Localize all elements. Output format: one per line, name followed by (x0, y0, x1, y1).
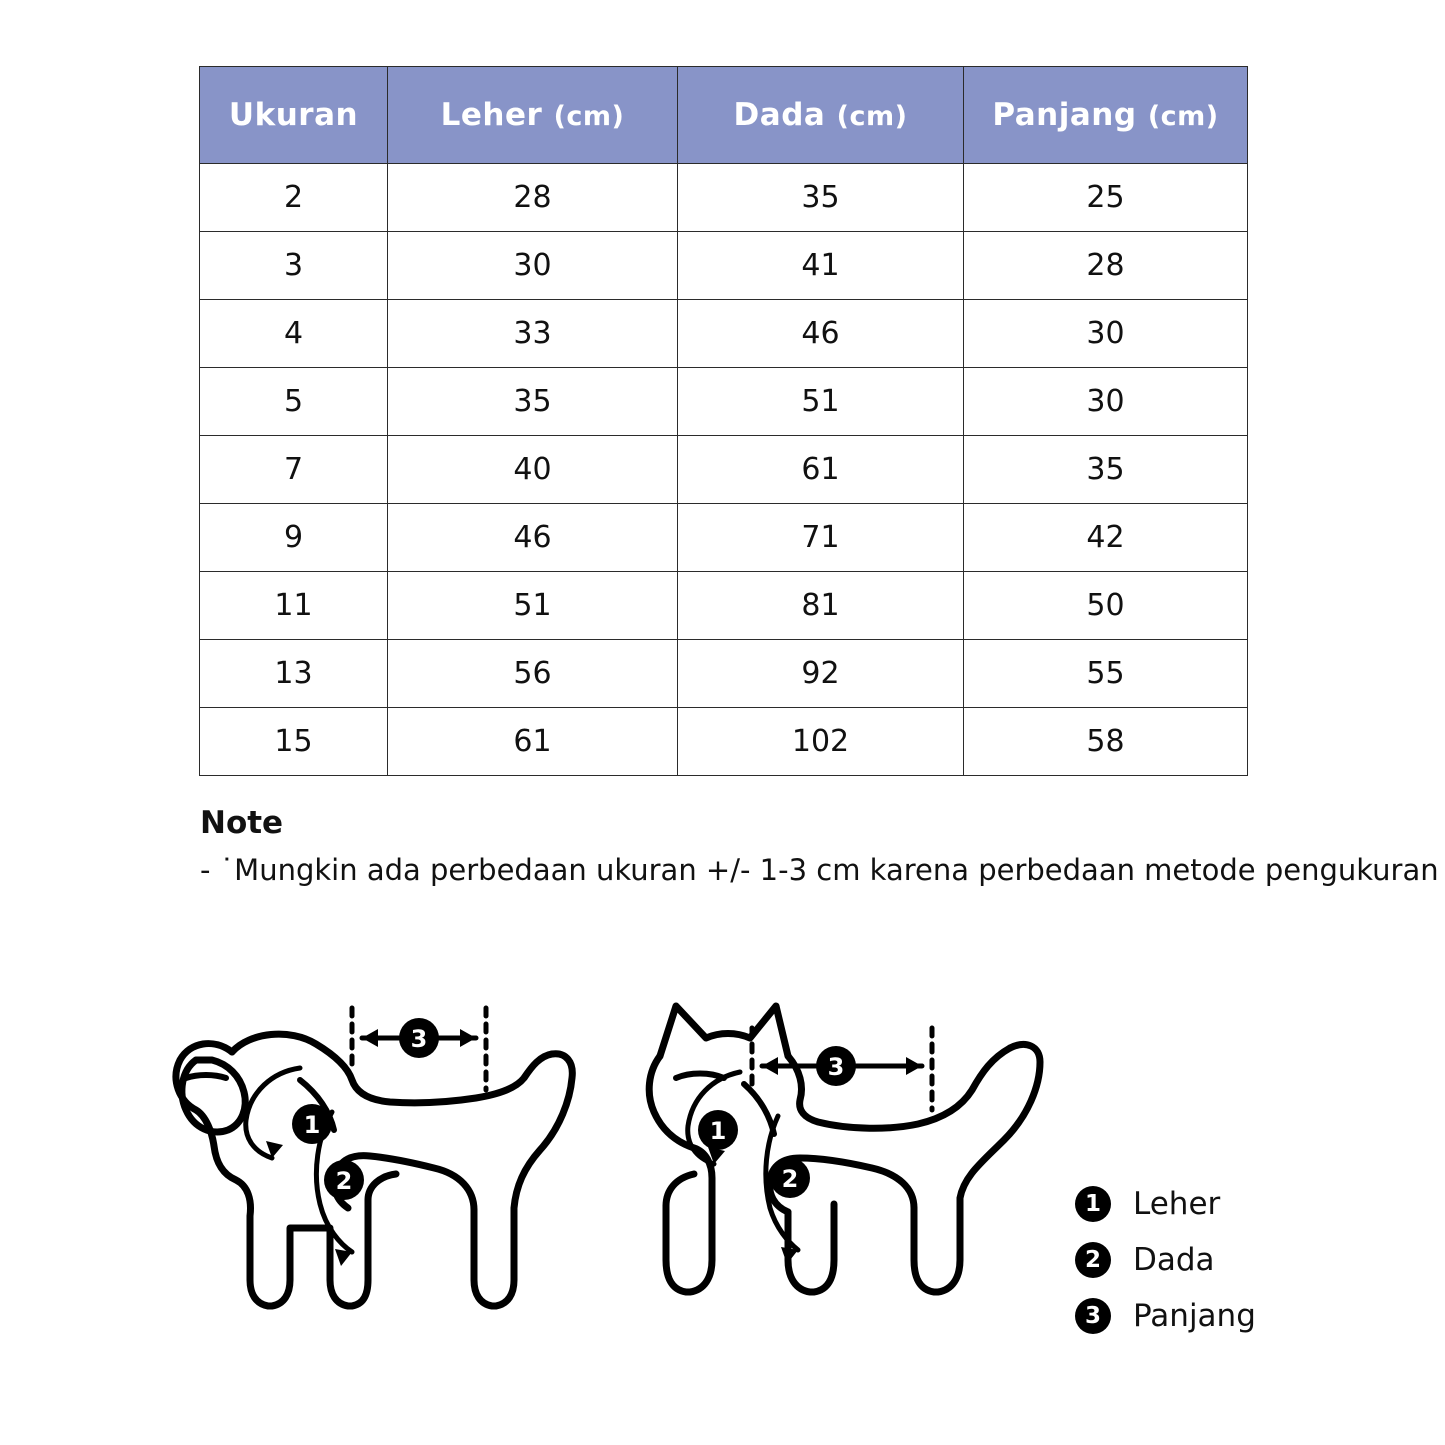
cell-panjang: 42 (964, 504, 1248, 572)
cell-leher: 61 (388, 708, 678, 776)
column-header-panjang (964, 67, 1248, 164)
cell-panjang: 28 (964, 232, 1248, 300)
column-header-panjang-text: Panjang (992, 97, 1137, 133)
cell-leher: 30 (388, 232, 678, 300)
cell-ukuran: 7 (200, 436, 388, 504)
dog-marker-2 (324, 1160, 364, 1200)
dog-marker-3 (399, 1018, 439, 1058)
table-row (200, 436, 1248, 504)
cell-leher: 40 (388, 436, 678, 504)
cell-panjang: 25 (964, 164, 1248, 232)
column-header-ukuran (200, 67, 388, 164)
cat-marker-3 (816, 1046, 856, 1086)
cell-panjang: 55 (964, 640, 1248, 708)
cell-ukuran: 11 (200, 572, 388, 640)
table-row (200, 300, 1248, 368)
table-row (200, 368, 1248, 436)
column-header-ukuran-text: Ukuran (228, 97, 359, 133)
cell-leher: 51 (388, 572, 678, 640)
cell-dada: 81 (678, 572, 964, 640)
legend-badge-1: 1 (1075, 1186, 1111, 1222)
cat-marker-1 (698, 1110, 738, 1150)
cell-dada: 102 (678, 708, 964, 776)
size-chart-table (199, 66, 1248, 776)
cell-leher: 46 (388, 504, 678, 572)
cell-dada: 46 (678, 300, 964, 368)
dog-marker-1 (292, 1104, 332, 1144)
cell-dada: 71 (678, 504, 964, 572)
cell-leher: 33 (388, 300, 678, 368)
note-block (200, 805, 1439, 887)
cell-dada: 41 (678, 232, 964, 300)
table-header (200, 67, 1248, 164)
legend-label-leher: Leher (1133, 1186, 1221, 1222)
legend-label-dada: Dada (1133, 1242, 1215, 1278)
legend-item-leher (1075, 1180, 1375, 1228)
cell-ukuran: 2 (200, 164, 388, 232)
cell-ukuran: 9 (200, 504, 388, 572)
cell-ukuran: 4 (200, 300, 388, 368)
cell-leher: 28 (388, 164, 678, 232)
cell-ukuran: 5 (200, 368, 388, 436)
legend-item-dada (1075, 1236, 1375, 1284)
column-header-leher (388, 67, 678, 164)
dog-neck-measure (246, 1068, 300, 1158)
table-row (200, 164, 1248, 232)
table-row (200, 572, 1248, 640)
table-row (200, 232, 1248, 300)
size-chart-table-container (199, 66, 1247, 776)
cell-dada: 92 (678, 640, 964, 708)
cell-panjang: 58 (964, 708, 1248, 776)
legend-label-panjang: Panjang (1133, 1298, 1256, 1334)
table-header-row (200, 67, 1248, 164)
table-row (200, 708, 1248, 776)
column-header-dada-unit: (cm) (836, 101, 908, 132)
column-header-dada-text: Dada (733, 97, 826, 133)
table-body (200, 164, 1248, 776)
cat-marker-2 (770, 1158, 810, 1198)
column-header-leher-unit: (cm) (553, 101, 625, 132)
cat-marker-2-text: 2 (781, 1165, 799, 1193)
dog-marker-2-text: 2 (335, 1167, 353, 1195)
cell-leher: 56 (388, 640, 678, 708)
cell-panjang: 30 (964, 368, 1248, 436)
note-line: - ˙Mungkin ada perbedaan ukuran +/- 1-3 cm karena perbedaan metode pengukuran (200, 853, 1439, 887)
column-header-dada (678, 67, 964, 164)
cell-panjang: 35 (964, 436, 1248, 504)
dog-marker-3-text: 3 (410, 1025, 428, 1053)
legend-badge-2: 2 (1075, 1242, 1111, 1278)
cell-ukuran: 15 (200, 708, 388, 776)
column-header-panjang-unit: (cm) (1147, 101, 1219, 132)
cell-ukuran: 13 (200, 640, 388, 708)
cell-leher: 35 (388, 368, 678, 436)
cell-ukuran: 3 (200, 232, 388, 300)
legend-badge-3: 3 (1075, 1298, 1111, 1334)
column-header-leher-text: Leher (440, 97, 543, 133)
cat-marker-1-text: 1 (709, 1117, 727, 1145)
table-row (200, 504, 1248, 572)
cell-panjang: 30 (964, 300, 1248, 368)
legend (1075, 1180, 1375, 1348)
table-row (200, 640, 1248, 708)
cell-dada: 35 (678, 164, 964, 232)
note-title: Note (200, 805, 284, 841)
dog-outline (176, 1034, 572, 1306)
cell-dada: 61 (678, 436, 964, 504)
cell-dada: 51 (678, 368, 964, 436)
legend-item-panjang (1075, 1292, 1375, 1340)
cell-panjang: 50 (964, 572, 1248, 640)
dog-marker-1-text: 1 (303, 1111, 321, 1139)
cat-marker-3-text: 3 (827, 1053, 845, 1081)
